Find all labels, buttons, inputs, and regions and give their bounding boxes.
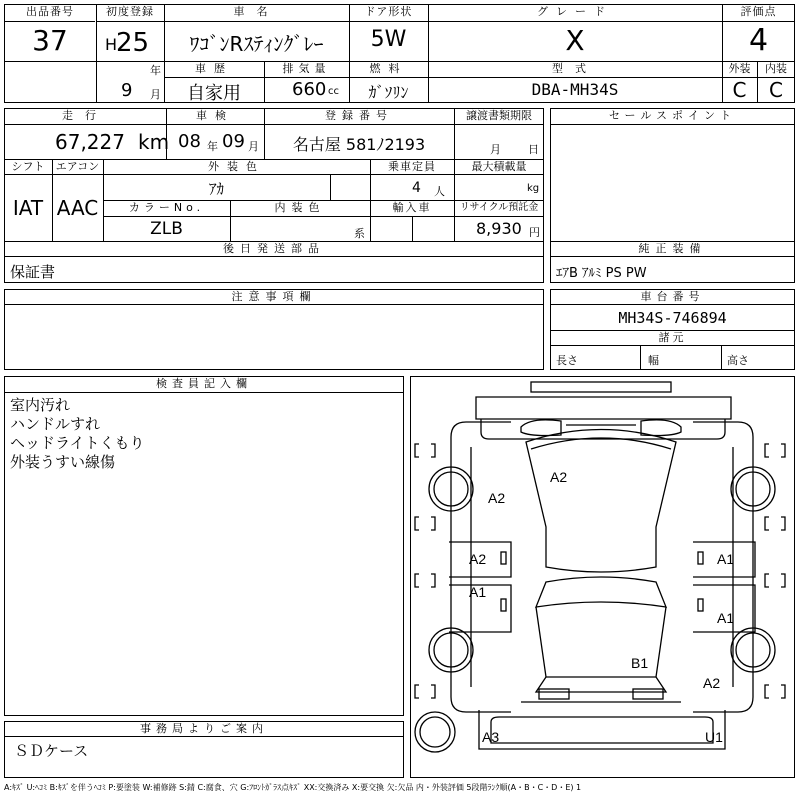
damage-mark: U1 <box>705 729 723 745</box>
int-color-label: 内装色 <box>274 201 326 214</box>
damage-mark: A1 <box>717 610 735 626</box>
inspection-year-unit: 年 <box>207 140 218 153</box>
damage-mark: A2 <box>703 675 721 691</box>
door-type: 5W <box>370 27 407 52</box>
sales-point-label: セールスポイント <box>608 109 736 122</box>
damage-mark: B1 <box>631 655 649 671</box>
transfer-label: 譲渡書類期限 <box>466 109 532 122</box>
car-name: ﾜｺﾞﾝRｽﾃｨﾝｸﾞﾚｰ <box>189 32 324 56</box>
equipment-value: ｴｱB ｱﾙﾐ PS PW <box>556 266 647 281</box>
office-label: 事務局よりご案内 <box>140 722 268 735</box>
displacement-label: 排気量 <box>282 62 331 75</box>
inspection-month: 09 <box>222 131 245 152</box>
transfer-day-unit: 日 <box>528 143 539 156</box>
plate-label: 登録番号 <box>325 109 393 122</box>
import-label: 輸入車 <box>392 201 432 214</box>
damage-mark: A3 <box>482 729 500 745</box>
int-grade: C <box>769 78 783 102</box>
inspector-line: ヘッドライトくもり <box>10 434 145 452</box>
damage-mark: A1 <box>717 551 735 567</box>
spec-width: 幅 <box>648 354 659 367</box>
parts-section <box>4 256 544 283</box>
chassis-label: 車台番号 <box>640 290 705 303</box>
first-reg-label: 初度登録 <box>106 5 154 18</box>
damage-mark: A2 <box>550 469 568 485</box>
office-value: ＳＤケース <box>14 742 89 760</box>
first-reg-year: 25 <box>116 28 150 58</box>
load-unit: kg <box>527 183 540 194</box>
inspection-year: 08 <box>178 131 201 152</box>
year-unit: 年 <box>150 64 161 77</box>
specs-label: 諸元 <box>658 331 687 344</box>
displacement-unit: cc <box>328 86 339 97</box>
capacity: 4 <box>412 180 421 196</box>
score-label: 評価点 <box>740 5 777 18</box>
mileage-unit: km <box>138 130 170 154</box>
door-label: ドア形状 <box>364 5 413 18</box>
damage-diagram <box>410 376 795 778</box>
shift: IAT <box>12 196 44 220</box>
inspector-label: 検査員記入欄 <box>156 377 252 390</box>
notes-label: 注意事項欄 <box>231 290 317 303</box>
score: 4 <box>748 23 769 58</box>
damage-mark: A2 <box>469 551 487 567</box>
int-label: 内装 <box>765 62 787 75</box>
aircon: AAC <box>56 196 99 220</box>
fuel-label: 燃料 <box>369 62 408 75</box>
ac-label: エアコン <box>55 160 100 173</box>
mileage-label: 走行 <box>62 109 108 122</box>
car-name-label: 車名 <box>233 5 280 18</box>
spec-height: 高さ <box>727 354 749 367</box>
recycle-label: リサイクル預託金 <box>459 202 539 213</box>
spec-length: 長さ <box>556 354 578 367</box>
inspector-line: 室内汚れ <box>10 396 71 414</box>
parts-label: 後日発送部品 <box>223 242 325 255</box>
color-no-label: カラーNo. <box>128 201 205 214</box>
equipment-label: 純正装備 <box>638 242 707 255</box>
damage-mark: A1 <box>469 584 487 600</box>
fuel: ｶﾞｿﾘﾝ <box>368 83 409 102</box>
chassis-number: MH34S-746894 <box>618 309 727 327</box>
history: 自家用 <box>187 83 241 104</box>
month-unit: 月 <box>150 88 161 101</box>
inspector-line: 外装うすい線傷 <box>10 453 116 471</box>
inspection-month-unit: 月 <box>248 140 259 153</box>
capacity-label: 乗車定員 <box>388 160 436 173</box>
capacity-unit: 人 <box>434 185 445 198</box>
color-label: 外装色 <box>208 160 265 173</box>
mileage: 67,227 <box>55 130 125 154</box>
inspector-line: ハンドルすれ <box>10 415 101 433</box>
displacement: 660 <box>292 79 327 100</box>
color-no: ZLB <box>150 219 183 239</box>
grade-label: グレード <box>537 5 613 18</box>
car-outline-svg <box>411 377 793 776</box>
load-label: 最大積載量 <box>471 160 527 173</box>
model-code: DBA-MH34S <box>531 80 619 99</box>
recycle-fee: 8,930 <box>476 219 522 238</box>
first-reg-month: 9 <box>121 80 133 101</box>
ext-label: 外装 <box>728 62 751 75</box>
inspection-label: 車検 <box>196 109 234 122</box>
transfer-month-unit: 月 <box>490 143 501 156</box>
era: H <box>105 35 118 54</box>
lot-label: 出品番号 <box>26 5 74 18</box>
int-color-unit: 系 <box>354 227 365 240</box>
grade: X <box>565 24 585 57</box>
history-label: 車歴 <box>195 62 233 75</box>
ext-grade: C <box>732 78 747 102</box>
plate-number: 名古屋 581ﾉ2193 <box>292 135 426 154</box>
recycle-unit: 円 <box>529 226 540 239</box>
lot-number: 37 <box>32 24 68 57</box>
damage-mark: A2 <box>488 490 506 506</box>
model-label: 型式 <box>552 62 598 75</box>
shift-label: シフト <box>11 160 45 173</box>
parts-value: 保証書 <box>10 263 56 281</box>
legend: A:ｷｽﾞ U:ﾍｺﾐ B:ｷｽﾞを伴うﾍｺﾐ P:要塗装 W:補修跡 S:錆 C:腐食、穴 G:ﾌﾛﾝﾄｶﾞﾗｽ点ｷｽﾞ XX:交換済み X:要交換 欠:欠品 内・外装評価 5段階ﾗﾝｸ順(A・B・C・D・E) 1 <box>4 783 582 792</box>
exterior-color: ｱｶ <box>208 180 224 198</box>
